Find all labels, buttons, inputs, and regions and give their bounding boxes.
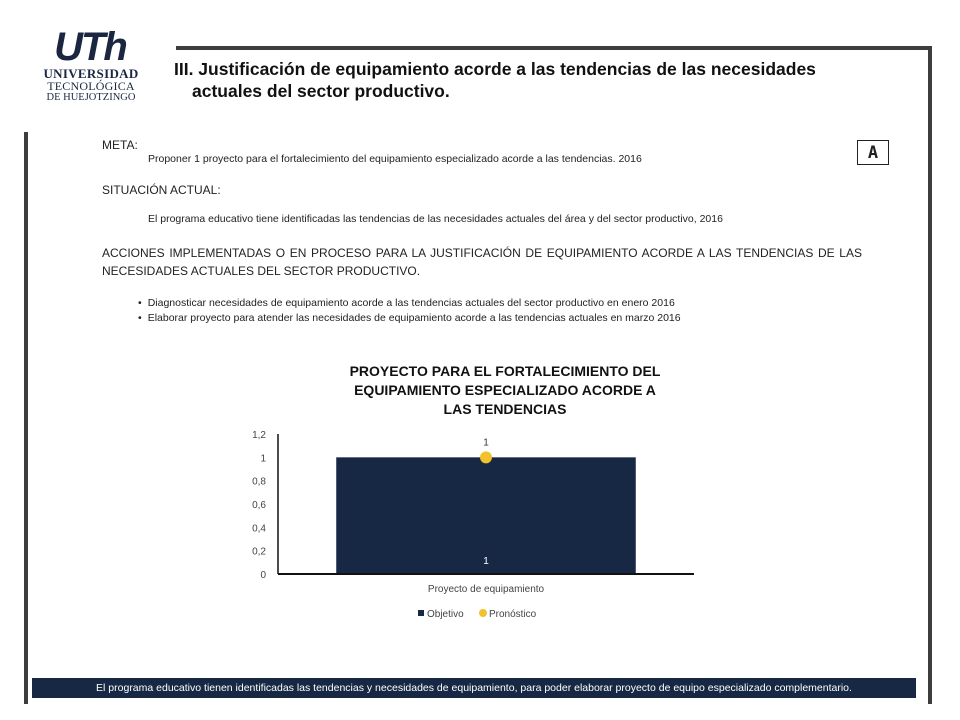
page-title-line-2: actuales del sector productivo.: [192, 81, 450, 101]
list-item: • Diagnosticar necesidades de equipamiento acorde a las tendencias actuales del sector productivo en enero 2016: [138, 296, 681, 311]
frame-right-line: [928, 46, 932, 704]
legend-label-pronostico: Pronóstico: [489, 609, 537, 620]
y-tick-label: 0,6: [252, 500, 266, 511]
chart-title: [300, 362, 710, 419]
x-tick-label: Proyecto de equipamiento: [427, 584, 545, 595]
chart-title-line: LAS TENDENCIAS: [443, 401, 567, 417]
logo-mark-text: UTh: [54, 26, 126, 66]
meta-label: META:: [102, 138, 138, 152]
acciones-heading: ACCIONES IMPLEMENTADAS O EN PROCESO PARA LA JUSTIFICACIÓN DE EQUIPAMIENTO ACORDE A LAS TENDENCIAS DE LAS NECESIDADES ACTUALES DEL SECTOR PRODUCTIVO.: [102, 246, 862, 278]
page-title: [174, 58, 914, 102]
y-tick-label: 0,8: [252, 476, 266, 488]
acciones-list: [138, 296, 681, 325]
list-item: • Elaborar proyecto para atender las necesidades de equipamiento acorde a las tendencias actuales en marzo 2016: [138, 311, 681, 326]
point-data-label: 1: [483, 437, 489, 449]
legend-swatch-objetivo: [418, 610, 424, 616]
bar-data-label: 1: [483, 556, 489, 567]
y-tick-label: 0: [260, 570, 266, 581]
logo-text: [38, 68, 144, 104]
y-tick-label: 1,2: [252, 430, 266, 441]
y-tick-label: 0,4: [252, 523, 266, 535]
bar-chart: [230, 420, 710, 630]
situacion-label: SITUACIÓN ACTUAL:: [102, 183, 221, 197]
logo-line-1: UNIVERSIDAD: [43, 66, 139, 81]
chart-title-line: EQUIPAMIENTO ESPECIALIZADO ACORDE A: [354, 382, 656, 398]
uth-logo-mark: [40, 26, 140, 66]
grade-badge: A: [857, 140, 889, 165]
meta-text: Proponer 1 proyecto para el fortalecimiento del equipamiento especializado acorde a las tendencias. 2016: [148, 153, 642, 165]
logo-line-2: TECNOLÓGICA: [47, 79, 135, 93]
frame-left-line: [24, 132, 28, 704]
footer-banner: El programa educativo tienen identificadas las tendencias y necesidades de equipamiento, para poder elaborar proyecto de equipo especializado complementario.: [32, 678, 916, 698]
y-tick-label: 0,2: [252, 546, 266, 558]
situacion-text: El programa educativo tiene identificadas las tendencias de las necesidades actuales del área y del sector productivo, 2016: [148, 213, 723, 225]
chart-title-line: PROYECTO PARA EL FORTALECIMIENTO DEL: [349, 363, 661, 379]
university-logo: [38, 26, 144, 106]
y-tick-label: 1: [260, 453, 266, 465]
logo-line-3: DE HUEJOTZINGO: [46, 92, 136, 103]
frame-top-line: [176, 46, 932, 50]
legend-label-objetivo: Objetivo: [427, 609, 464, 620]
point-pronostico: [480, 451, 492, 463]
legend-swatch-pronostico: [479, 609, 487, 617]
page-title-line-1: III. Justificación de equipamiento acorde a las tendencias de las necesidades: [174, 59, 816, 79]
